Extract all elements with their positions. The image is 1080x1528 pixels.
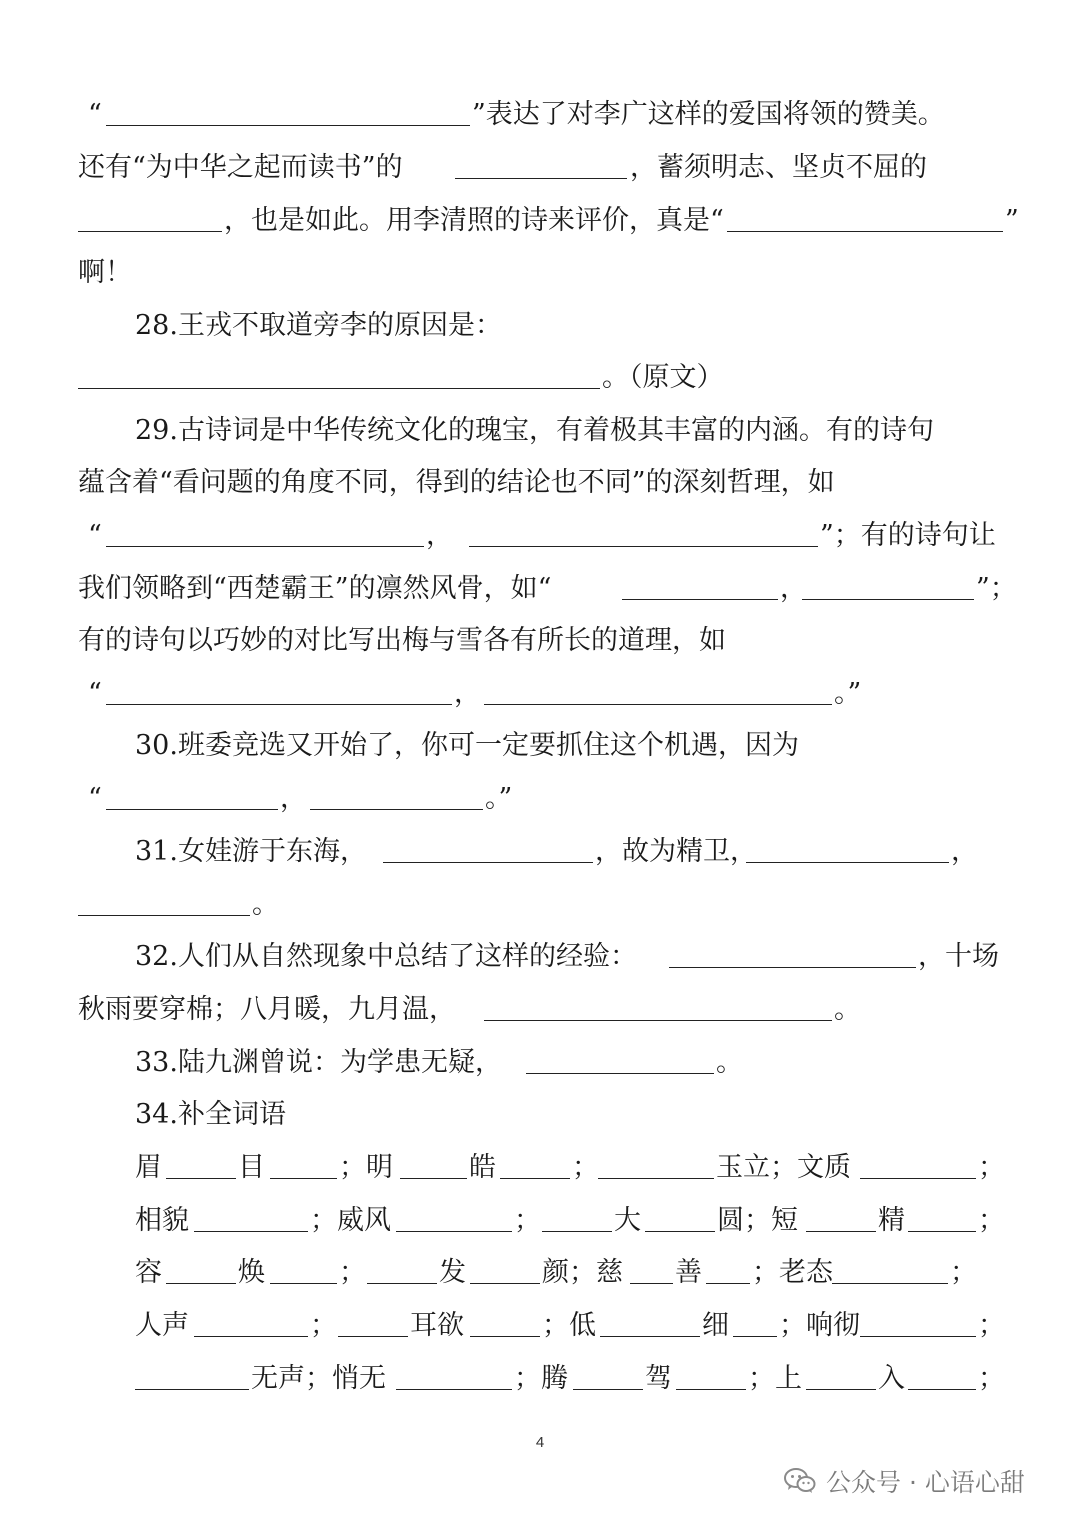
question-text: ； (978, 1363, 1005, 1394)
question-text: ； (514, 1205, 541, 1236)
question-text: ；低 (542, 1310, 596, 1341)
answer-blank[interactable] (500, 1148, 570, 1179)
question-text: ；老态 (752, 1257, 833, 1288)
question-text: ；上 (748, 1363, 802, 1394)
answer-blank[interactable] (573, 1359, 643, 1390)
answer-blank[interactable] (802, 569, 974, 600)
question-text: ，蓄须明志、坚贞不屈的 (630, 152, 927, 183)
answer-blank[interactable] (194, 1201, 308, 1232)
answer-blank[interactable] (310, 779, 483, 810)
answer-blank[interactable] (645, 1201, 715, 1232)
answer-blank[interactable] (135, 1359, 249, 1390)
answer-blank[interactable] (669, 937, 916, 968)
answer-blank[interactable] (270, 1253, 337, 1284)
question-text: 我们领略到“西楚霸王”的凛然风骨，如“ (78, 573, 552, 604)
question-text: ，故为精卫， (595, 836, 757, 867)
question-text: ； (978, 1310, 1005, 1341)
question-text: ； (950, 1257, 977, 1288)
question-text: ”； (976, 573, 1017, 604)
answer-blank[interactable] (706, 1253, 750, 1284)
answer-blank[interactable] (484, 674, 832, 705)
answer-blank[interactable] (727, 201, 1003, 232)
question-text: ， (280, 783, 307, 814)
question-text: ； (310, 1310, 337, 1341)
answer-blank[interactable] (832, 1253, 948, 1284)
answer-blank[interactable] (270, 1148, 337, 1179)
question-text: 眉 (135, 1152, 162, 1183)
question-text: 皓 (469, 1152, 496, 1183)
question-text: ， (454, 678, 481, 709)
question-text: “ (88, 99, 102, 130)
question-text: 33.陆九渊曾说：为学患无疑， (135, 1047, 502, 1078)
question-text: 人声 (135, 1310, 189, 1341)
answer-blank[interactable] (470, 1253, 540, 1284)
watermark (784, 1461, 1025, 1501)
question-text: 。” (485, 783, 513, 814)
answer-blank[interactable] (630, 1253, 673, 1284)
answer-blank[interactable] (383, 832, 593, 863)
answer-blank[interactable] (622, 569, 778, 600)
question-text: 。 (252, 889, 279, 920)
question-text: 圆；短 (717, 1205, 798, 1236)
question-text: ， (780, 573, 807, 604)
question-text: ；明 (339, 1152, 393, 1183)
question-text: ，十场 (918, 941, 999, 972)
answer-blank[interactable] (106, 674, 452, 705)
question-text: ；威风 (310, 1205, 391, 1236)
question-text: 耳欲 (410, 1310, 464, 1341)
question-text: 目 (238, 1152, 265, 1183)
answer-blank[interactable] (396, 1359, 512, 1390)
answer-blank[interactable] (733, 1306, 777, 1337)
question-text: 。” (834, 678, 862, 709)
question-text: 有的诗句以巧妙的对比写出梅与雪各有所长的道理，如 (78, 625, 726, 656)
question-text: ； (339, 1257, 366, 1288)
question-text: 颜；慈 (542, 1257, 623, 1288)
question-text: “ (88, 783, 102, 814)
question-text: ，也是如此。用李清照的诗来评价，真是“ (224, 205, 724, 236)
question-text: 焕 (238, 1257, 265, 1288)
answer-blank[interactable] (106, 516, 424, 547)
question-text: 细 (702, 1310, 729, 1341)
answer-blank[interactable] (400, 1148, 467, 1179)
answer-blank[interactable] (860, 1148, 976, 1179)
question-text: 29.古诗词是中华传统文化的瑰宝，有着极其丰富的内涵。有的诗句 (135, 415, 934, 446)
question-text: ”表达了对李广这样的爱国将领的赞美。 (472, 99, 945, 130)
question-text: ； (978, 1152, 1005, 1183)
answer-blank[interactable] (367, 1253, 437, 1284)
question-text: 大 (614, 1205, 641, 1236)
answer-blank[interactable] (396, 1201, 512, 1232)
question-text: 32.人们从自然现象中总结了这样的经验： (135, 941, 637, 972)
question-text: ， (426, 520, 453, 551)
question-text: 28.王戎不取道旁李的原因是： (135, 310, 502, 341)
question-text: 蕴含着“看问题的角度不同，得到的结论也不同”的深刻哲理，如 (78, 467, 835, 498)
question-text: ”；有的诗句让 (820, 520, 996, 551)
question-text: 。 (716, 1047, 743, 1078)
question-text: 30.班委竞选又开始了，你可一定要抓住这个机遇，因为 (135, 730, 799, 761)
question-text: ；响彻 (779, 1310, 860, 1341)
question-text: “ (88, 678, 102, 709)
question-text: 。 (834, 994, 861, 1025)
answer-blank[interactable] (598, 1148, 714, 1179)
answer-blank[interactable] (166, 1253, 236, 1284)
question-text: ； (978, 1205, 1005, 1236)
answer-blank[interactable] (194, 1306, 308, 1337)
answer-blank[interactable] (542, 1201, 612, 1232)
question-text: 精 (878, 1205, 905, 1236)
answer-blank[interactable] (860, 1306, 976, 1337)
question-text: 还有“为中华之起而读书”的 (78, 152, 403, 183)
question-text: 入 (878, 1363, 905, 1394)
question-text: 。（原文） (602, 362, 724, 393)
page-number: 4 (535, 1434, 545, 1451)
question-text: 秋雨要穿棉；八月暖，九月温， (78, 994, 456, 1025)
answer-blank[interactable] (106, 779, 278, 810)
question-text: ” (1005, 205, 1019, 236)
question-text: 驾 (645, 1363, 672, 1394)
answer-blank[interactable] (908, 1201, 976, 1232)
question-text: ， (951, 836, 978, 867)
answer-blank[interactable] (806, 1201, 876, 1232)
wechat-icon (784, 1467, 816, 1495)
answer-blank[interactable] (455, 148, 627, 179)
answer-blank[interactable] (78, 885, 250, 916)
answer-blank[interactable] (600, 1306, 700, 1337)
answer-blank[interactable] (106, 95, 470, 126)
answer-blank[interactable] (746, 832, 949, 863)
answer-blank[interactable] (806, 1359, 876, 1390)
answer-blank[interactable] (676, 1359, 746, 1390)
question-text: 34.补全词语 (135, 1099, 286, 1130)
answer-blank[interactable] (526, 1043, 714, 1074)
question-text: 容 (135, 1257, 162, 1288)
answer-blank[interactable] (166, 1148, 236, 1179)
answer-blank[interactable] (78, 201, 222, 232)
question-text: 善 (675, 1257, 702, 1288)
question-text: 相貌 (135, 1205, 189, 1236)
question-text: 31.女娃游于东海， (135, 836, 367, 867)
question-text: ；腾 (514, 1363, 568, 1394)
watermark-text: 公众号 · 心语心甜 (826, 1468, 1025, 1497)
answer-blank[interactable] (470, 1306, 540, 1337)
question-text: 无声；悄无 (251, 1363, 386, 1394)
answer-blank[interactable] (469, 516, 818, 547)
question-text: 玉立；文质 (716, 1152, 851, 1183)
answer-blank[interactable] (908, 1359, 976, 1390)
answer-blank[interactable] (78, 358, 600, 389)
question-text: 啊！ (78, 257, 132, 288)
answer-blank[interactable] (338, 1306, 408, 1337)
question-text: “ (88, 520, 102, 551)
question-text: ； (572, 1152, 599, 1183)
question-text: 发 (439, 1257, 466, 1288)
answer-blank[interactable] (484, 990, 832, 1021)
